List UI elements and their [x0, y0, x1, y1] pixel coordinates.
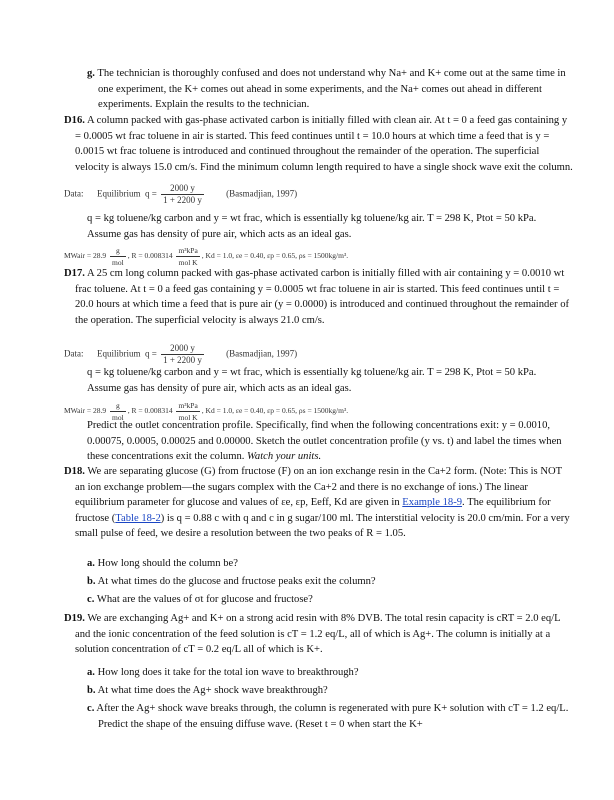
d17-units-text: q = kg toluene/kg carbon and y = wt frac, which is essentially kg toluene/kg air. T = 298 K, Ptot = 50 kPa. Assume gas has density of pure air, which acts as an ideal gas.: [87, 367, 537, 394]
d18-part-c: c. What are the values of σt for glucose and fructose?: [87, 594, 313, 605]
d16-constants: MWair = 28.9 $\frac{g}{\text{mol}}$ , R = 0.008314 $\frac{\text{m³kPa}}{\text{mol K}}$ , Kd = 1.0, εe = 0.40, εp = 0.65, ρs = 1500kg/m³.: [64, 246, 349, 267]
equilibrium-fraction: $\frac{2000 y}{1 + 2200 y}$: [163, 183, 202, 205]
table-18-2-link[interactable]: Table 18-2: [115, 512, 161, 524]
equilibrium-fraction: $\frac{2000 y}{1 + 2200 y}$: [163, 343, 202, 365]
d19-part-b: b. At what time does the Ag+ shock wave breakthrough?: [87, 685, 328, 696]
problem-text: A 25 cm long column packed with gas-phase activated carbon is initially filled with air containing y = 0.0010 wt frac toluene. At t = 0 a feed gas containing y = 0.0005 wt frac toluene in air is started. This feed continues until t = 20.0 hours at which time a feed that is pure air (y = 0.0000) is introduced and continued throughout the remainder of the operation. The superficial velocity is always 21.0 cm/s.: [75, 268, 570, 326]
example-18-9-link[interactable]: Example 18-9: [402, 497, 463, 509]
d16-units-text: q = kg toluene/kg carbon and y = wt frac, which is essentially kg toluene/kg air. T = 298 K, Ptot = 50 kPa. Assume gas has density of pure air, which acts as an ideal gas.: [87, 213, 537, 240]
problem-d16: [64, 113, 574, 175]
d19-part-a: a. How long does it take for the total ion wave to breakthrough?: [87, 667, 359, 678]
part-text: The technician is thoroughly confused and does not understand why Na+ and K+ come out at the same time in one experiment, the K+ comes out ahead in some experiments, and the Na+ comes out ahead in different experiments. Explain the results to the technician.: [94, 68, 566, 111]
problem-text: A column packed with gas-phase activated carbon is initially filled with clean air. At t = 0 a feed gas containing y = 0.0005 wt frac toluene in air is started. This feed continues until t = 10.0 hours at which time a feed that is y = 0.0015 wt frac toluene is introduced and continued throughout the remainder of the operation. The superficial velocity is always 15.0 cm/s. Find the minimum column length required to have a single shock wave exit the column.: [75, 115, 573, 173]
problem-number: D17.: [64, 268, 85, 279]
problem-number: D19.: [64, 613, 85, 624]
problem-d19: D19. We are exchanging Ag+ and K+ on a strong acid resin with 8% DVB. The total resin capacity is cRT = 2.0 eq/L and the ionic concentration of the feed solution is cT = 1.2 eq/L, all of which is Ag+. The column is initially at a solution concentration of cT = 0.2 eq/L all of which is K+.: [64, 613, 561, 656]
d19-part-c: c. After the Ag+ shock wave breaks through, the column is regenerated with pure K+ solution with cT = 1.2 eq/L. Predict the shape of the ensuing diffuse wave. (Reset t = 0 when start the K+: [87, 703, 569, 730]
problem-d18: D18. We are separating glucose (G) from fructose (F) on an ion exchange resin in the Ca+2 form. (Note: This is NOT an ion exchange problem—the sugars complex with the Ca+2 and there is no exchange of ions.) The linear equilibrium parameter for glucose and values of εe, εp, Eeff, Kd are given in Example 18-9. The equilibrium for fructose (Table 18-2) is q = 0.88 c with q and c in g sugar/100 ml. The interstitial velocity is 20.0 cm/min. For a very small pulse of feed, we desire a resolution between the two peaks of R = 1.05.: [64, 466, 570, 540]
part-label: g.: [87, 68, 95, 79]
d18-part-a: a. How long should the column be?: [87, 558, 238, 569]
problem-number: D18.: [64, 466, 85, 477]
problem-part-g: [87, 66, 574, 113]
d17-equilibrium-data: Data: Equilibrium q = $\frac{2000 y}{1 + 2200 y}$ (Basmadjian, 1997): [64, 343, 298, 365]
problem-number: D16.: [64, 115, 85, 126]
d16-equilibrium-data: Data: Equilibrium q = $\frac{2000 y}{1 + 2200 y}$ (Basmadjian, 1997): [64, 183, 298, 205]
d17-predict-text: Predict the outlet concentration profile. Specifically, find when the following concentrations exit: y = 0.0010, 0.00075, 0.0005, 0.00025 and 0.00000. Sketch the outlet concentration profile (y vs. t) and label the times when these concentrations exit the column. Watch your units.: [87, 420, 562, 463]
d18-part-b: b. At what times do the glucose and fructose peaks exit the column?: [87, 576, 376, 587]
d17-constants: MWair = 28.9 $\frac{g}{\text{mol}}$ , R = 0.008314 $\frac{\text{m³kPa}}{\text{mol K}}$ , Kd = 1.0, εe = 0.40, εp = 0.65, ρs = 1500kg/m³.: [64, 401, 349, 422]
problem-d17: [64, 266, 574, 328]
